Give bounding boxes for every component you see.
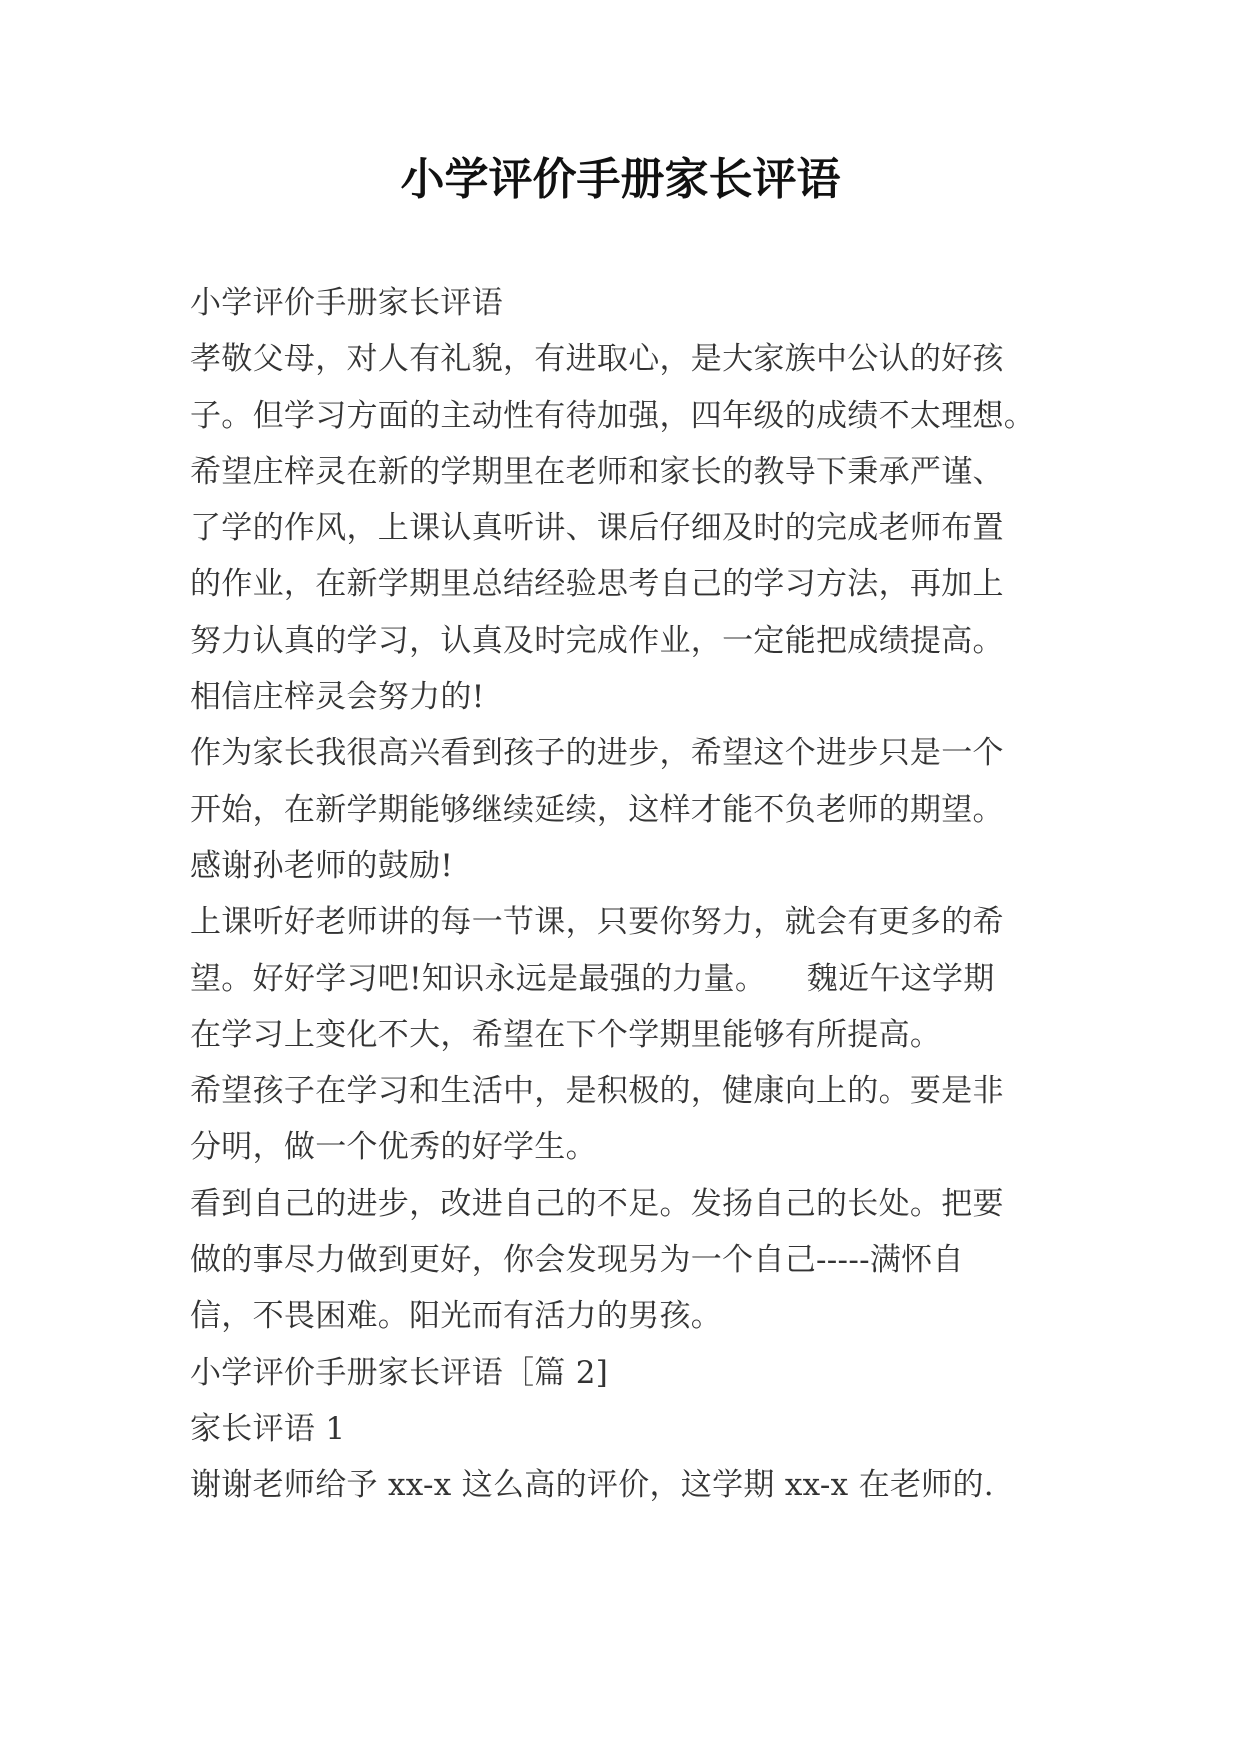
document-body xyxy=(190,285,1090,1524)
body-line: 开始，在新学期能够继续延续，这样才能不负老师的期望。 xyxy=(190,791,1004,828)
body-line: 努力认真的学习，认真及时完成作业，一定能把成绩提高。 xyxy=(190,622,1004,659)
body-line: 看到自己的进步，改进自己的不足。发扬自己的长处。把要 xyxy=(190,1185,1004,1222)
body-line: 分明，做一个优秀的好学生。 xyxy=(190,1129,597,1166)
body-line: 的作业，在新学期里总结经验思考自己的学习方法，再加上 xyxy=(190,566,1004,603)
body-line: 孝敬父母，对人有礼貌，有进取心，是大家族中公认的好孩 xyxy=(190,341,1004,378)
body-line: 感谢孙老师的鼓励! xyxy=(190,847,454,884)
body-line: 上课听好老师讲的每一节课，只要你努力，就会有更多的希 xyxy=(190,904,1004,941)
body-line: 相信庄梓灵会努力的! xyxy=(190,679,485,716)
section-heading: 小学评价手册家长评语［篇 2] xyxy=(190,1354,609,1391)
body-line: 希望庄梓灵在新的学期里在老师和家长的教导下秉承严谨、 xyxy=(190,453,1004,490)
body-line: 望。好好学习吧!知识永远是最强的力量。 魏近午这学期 xyxy=(190,960,995,997)
body-line: 作为家长我很高兴看到孩子的进步，希望这个进步只是一个 xyxy=(190,735,1004,772)
document-title: 小学评价手册家长评语 xyxy=(400,154,841,205)
body-line: 了学的作风，上课认真听讲、课后仔细及时的完成老师布置 xyxy=(190,510,1004,547)
body-line: 信，不畏困难。阳光而有活力的男孩。 xyxy=(190,1298,723,1335)
body-line: 谢谢老师给予 xx-x 这么高的评价，这学期 xx-x 在老师的. xyxy=(190,1467,994,1504)
body-line: 子。但学习方面的主动性有待加强，四年级的成绩不太理想。 xyxy=(190,397,1036,434)
sub-heading: 家长评语 1 xyxy=(190,1410,346,1447)
body-line: 希望孩子在学习和生活中，是积极的，健康向上的。要是非 xyxy=(190,1073,1004,1110)
body-line: 做的事尽力做到更好，你会发现另为一个自己-----满怀自 xyxy=(190,1242,964,1279)
body-line: 小学评价手册家长评语 xyxy=(190,285,503,321)
body-line: 在学习上变化不大，希望在下个学期里能够有所提高。 xyxy=(190,1016,942,1053)
